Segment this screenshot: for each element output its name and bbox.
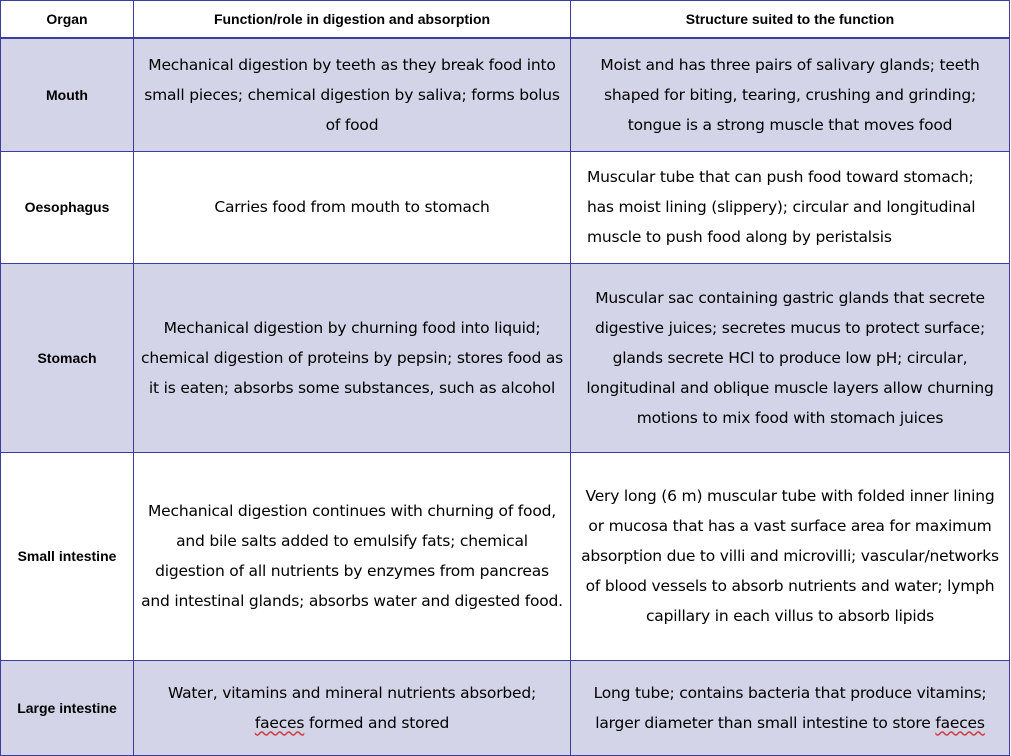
structure-text-start: Long tube; contains bacteria that produce vitamins; larger diameter than small intestine to store	[593, 683, 987, 732]
header-organ: Organ	[1, 1, 134, 39]
header-row	[1, 1, 1010, 39]
table-row-mouth	[1, 38, 1010, 151]
organ-cell: Small intestine	[1, 452, 134, 660]
function-text-end: formed and stored	[309, 713, 450, 732]
organ-cell: Stomach	[1, 263, 134, 452]
function-text-start: Water, vitamins and mineral nutrients absorbed;	[167, 683, 537, 702]
structure-cell: Moist and has three pairs of salivary glands; teeth shaped for biting, tearing, crushing and grinding; tongue is a strong muscle that moves food	[571, 38, 1010, 151]
structure-cell: Very long (6 m) muscular tube with folded inner lining or mucosa that has a vast surface area for maximum absorption due to villi and microvilli; vascular/networks of blood vessels to absorb nutrients and water; lymph capillary in each villus to absorb lipids	[571, 452, 1010, 660]
function-cell: Mechanical digestion by teeth as they break food into small pieces; chemical digestion by saliva; forms bolus of food	[134, 38, 571, 151]
function-cell: Mechanical digestion continues with churning of food, and bile salts added to emulsify fats; chemical digestion of all nutrients by enzymes from pancreas and intestinal glands; absorbs water and digested food.	[134, 452, 571, 660]
table-row-small-intestine	[1, 452, 1010, 660]
table-row-oesophagus	[1, 151, 1010, 263]
table-row-large-intestine	[1, 660, 1010, 755]
table-row-stomach	[1, 263, 1010, 452]
organ-cell: Mouth	[1, 38, 134, 151]
structure-cell	[571, 660, 1010, 755]
organ-cell: Large intestine	[1, 660, 134, 755]
structure-cell: Muscular tube that can push food toward stomach; has moist lining (slippery); circular and longitudinal muscle to push food along by peristalsis	[571, 151, 1010, 263]
header-structure: Structure suited to the function	[571, 1, 1010, 39]
header-function: Function/role in digestion and absorption	[134, 1, 571, 39]
organ-cell: Oesophagus	[1, 151, 134, 263]
function-cell: Mechanical digestion by churning food into liquid; chemical digestion of proteins by pepsin; stores food as it is eaten; absorbs some substances, such as alcohol	[134, 263, 571, 452]
function-cell: Carries food from mouth to stomach	[134, 151, 571, 263]
function-cell	[134, 660, 571, 755]
spellcheck-word: faeces	[254, 713, 305, 732]
structure-cell: Muscular sac containing gastric glands that secrete digestive juices; secretes mucus to protect surface; glands secrete HCl to produce low pH; circular, longitudinal and oblique muscle layers allow churning motions to mix food with stomach juices	[571, 263, 1010, 452]
spellcheck-word: faeces	[935, 713, 985, 732]
